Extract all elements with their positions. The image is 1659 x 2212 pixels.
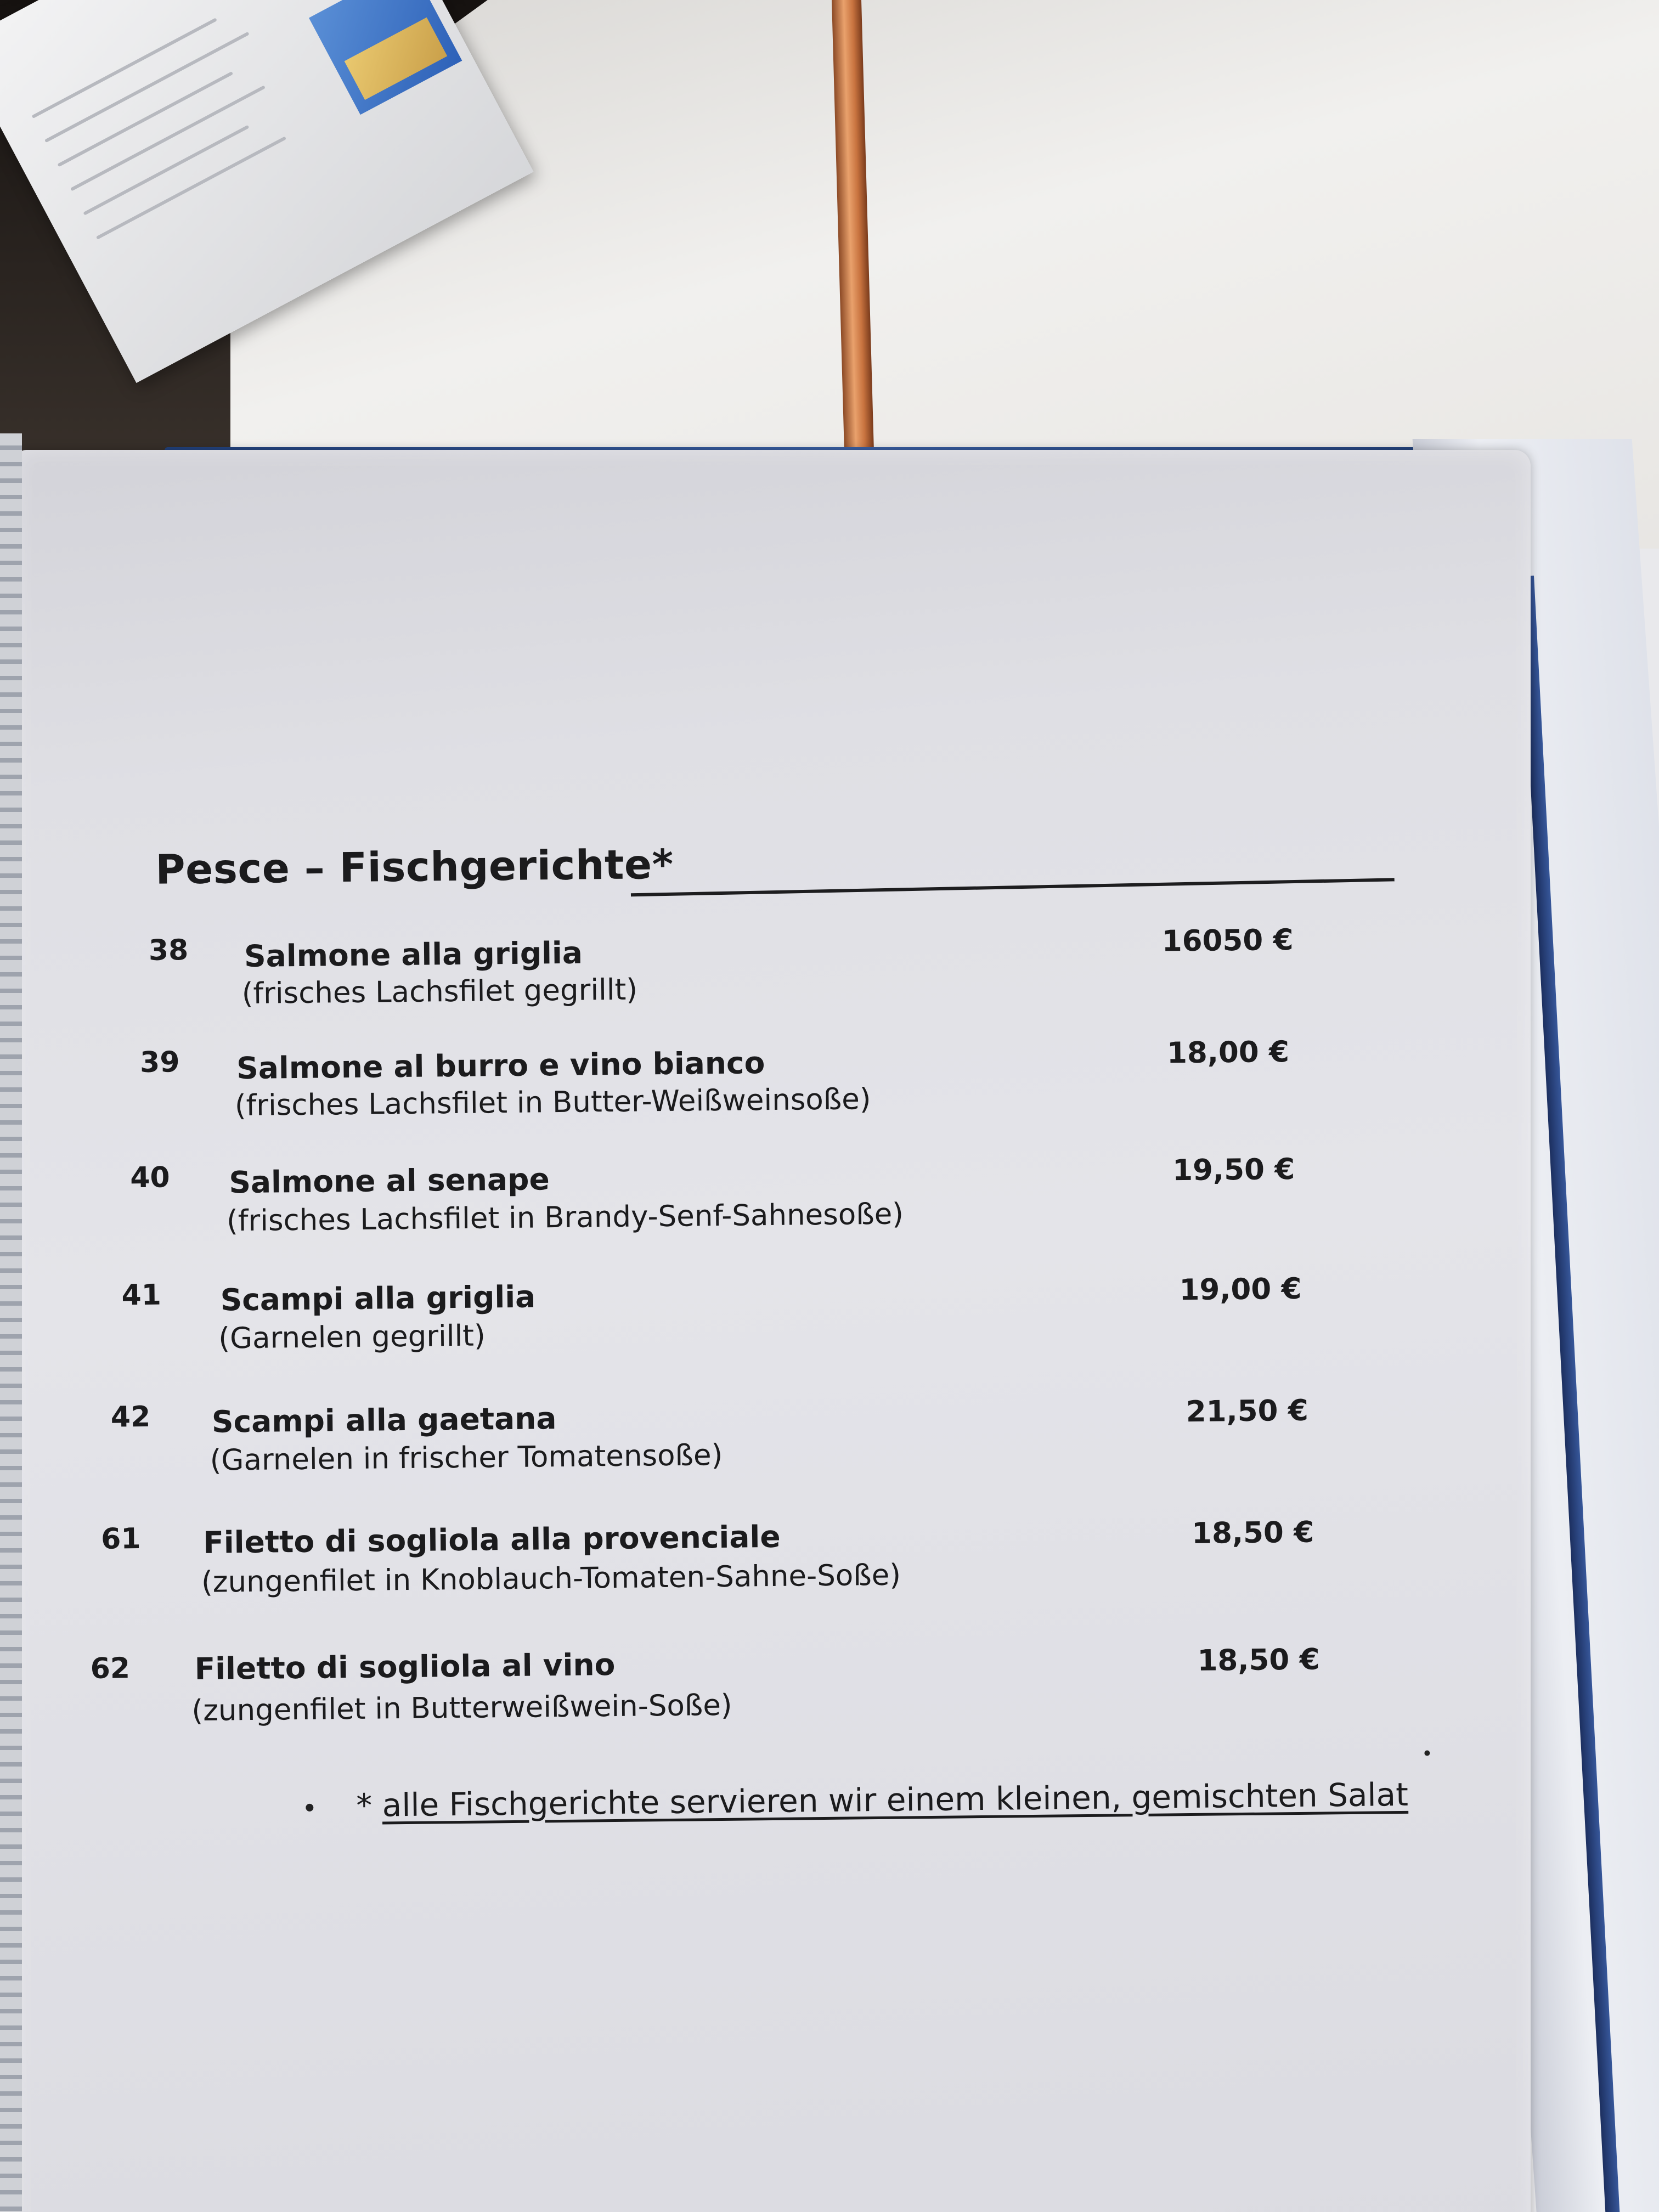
speck (1424, 1750, 1430, 1756)
dish-number: 38 (148, 934, 189, 967)
footnote-text: alle Fischgerichte servieren wir einem kleinen, gemischten Salat (382, 1775, 1409, 1824)
dish-description: (frisches Lachsfilet in Butter-Weißweinsoße) (234, 1082, 871, 1123)
dish-number: 41 (121, 1278, 162, 1312)
section-title: Pesce – Fischgerichte* (155, 840, 674, 894)
dish-description: (Garnelen in frischer Tomatensoße) (210, 1438, 723, 1477)
dish-number: 39 (139, 1046, 180, 1080)
dish-description: (frisches Lachsfilet in Brandy-Senf-Sahnesoße) (226, 1197, 904, 1238)
dish-number: 40 (129, 1161, 170, 1195)
dish-description: (frisches Lachsfilet gegrillt) (241, 973, 638, 1011)
footnote (356, 1776, 1408, 1824)
dish-number: 62 (90, 1652, 131, 1686)
dish-description: (Garnelen gegrillt) (218, 1319, 486, 1356)
dish-price: 18,50 € (1197, 1643, 1320, 1678)
dish-price: 21,50 € (1186, 1393, 1309, 1429)
dish-description: (zungenfilet in Butterweißwein-Soße) (191, 1688, 732, 1728)
footnote-marker: * (356, 1786, 373, 1824)
bullet-dot (306, 1804, 313, 1812)
dish-name: Scampi alla griglia (220, 1279, 536, 1318)
title-underline (631, 878, 1395, 896)
dish-name: Filetto di sogliola alla provenciale (202, 1519, 781, 1560)
dish-price: 16050 € (1161, 923, 1294, 958)
dish-price: 18,50 € (1191, 1515, 1314, 1550)
dish-name: Salmone alla griglia (244, 935, 583, 974)
dish-price: 19,50 € (1172, 1152, 1295, 1188)
dish-description: (zungenfilet in Knoblauch-Tomaten-Sahne-Soße) (201, 1558, 901, 1599)
dish-name: Scampi alla gaetana (211, 1401, 557, 1440)
dish-number: 61 (100, 1522, 141, 1556)
dish-name: Salmone al senape (229, 1161, 550, 1200)
dish-number: 42 (110, 1400, 151, 1434)
dish-name: Salmone al burro e vino bianco (236, 1045, 765, 1086)
dish-name: Filetto di sogliola al vino (194, 1647, 616, 1687)
dish-price: 19,00 € (1179, 1272, 1302, 1307)
dish-price: 18,00 € (1166, 1035, 1290, 1070)
